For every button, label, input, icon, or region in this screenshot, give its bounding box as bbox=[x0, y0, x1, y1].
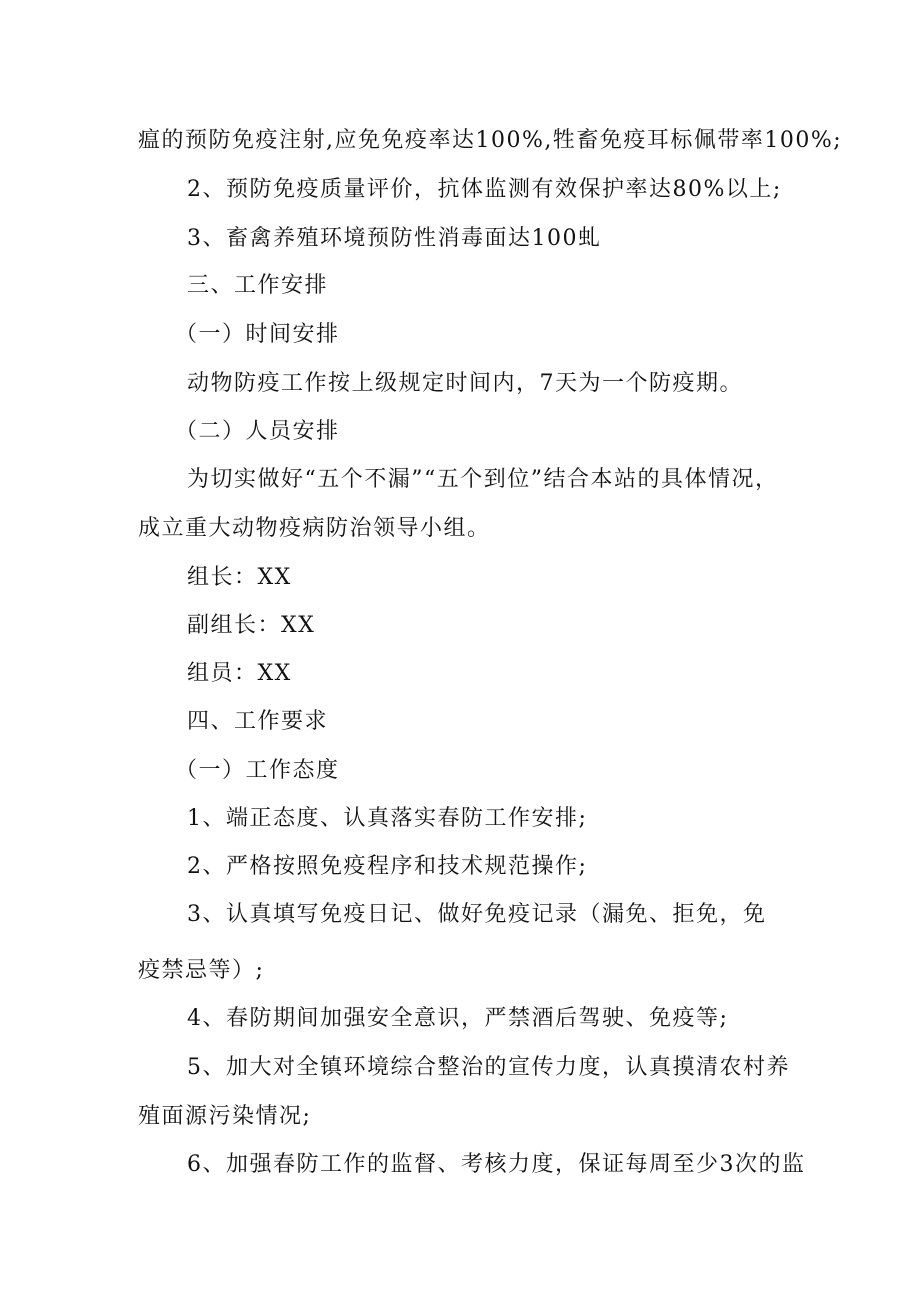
deputy-group-leader: 副组长：XX bbox=[187, 613, 316, 638]
text-line-1: 瘟的预防免疫注射,应免免疫率达100%,牲畜免疫耳标佩带率100%; bbox=[138, 128, 843, 153]
group-member: 组员：XX bbox=[187, 661, 292, 686]
text-line-6: 动物防疫工作按上级规定时间内，7天为一个防疫期。 bbox=[187, 371, 743, 396]
text-line-21: 殖面源污染情况; bbox=[138, 1104, 312, 1129]
text-line-16: 2、严格按照免疫程序和技术规范操作; bbox=[187, 854, 588, 879]
text-line-3: 3、畜禽养殖环境预防性消毒面达100虬 bbox=[187, 226, 602, 251]
text-line-22: 6、加强春防工作的监督、考核力度，保证每周至少3次的监 bbox=[187, 1152, 806, 1177]
subsection-heading-attitude: （一）工作态度 bbox=[175, 758, 340, 783]
text-line-20: 5、加大对全镇环境综合整治的宣传力度，认真摸清农村养 bbox=[187, 1055, 790, 1080]
group-leader: 组长：XX bbox=[187, 565, 292, 590]
text-line-17: 3、认真填写免疫日记、做好免疫记录（漏免、拒免，免 bbox=[187, 902, 767, 927]
section-heading-3: 三、工作安排 bbox=[187, 273, 329, 298]
text-line-9: 成立重大动物疫病防治领导小组。 bbox=[138, 516, 491, 541]
text-line-18: 疫禁忌等）; bbox=[138, 958, 265, 983]
text-line-8: 为切实做好“五个不漏”“五个到位”结合本站的具体情况， bbox=[187, 467, 779, 492]
text-line-2: 2、预防免疫质量评价，抗体监测有效保护率达80%以上; bbox=[187, 177, 782, 202]
subsection-heading-time: （一）时间安排 bbox=[175, 322, 340, 347]
section-heading-4: 四、工作要求 bbox=[187, 709, 329, 734]
subsection-heading-staff: （二）人员安排 bbox=[175, 419, 340, 444]
text-line-15: 1、端正态度、认真落实春防工作安排; bbox=[187, 806, 588, 831]
text-line-19: 4、春防期间加强安全意识，严禁酒后驾驶、免疫等; bbox=[187, 1006, 729, 1031]
